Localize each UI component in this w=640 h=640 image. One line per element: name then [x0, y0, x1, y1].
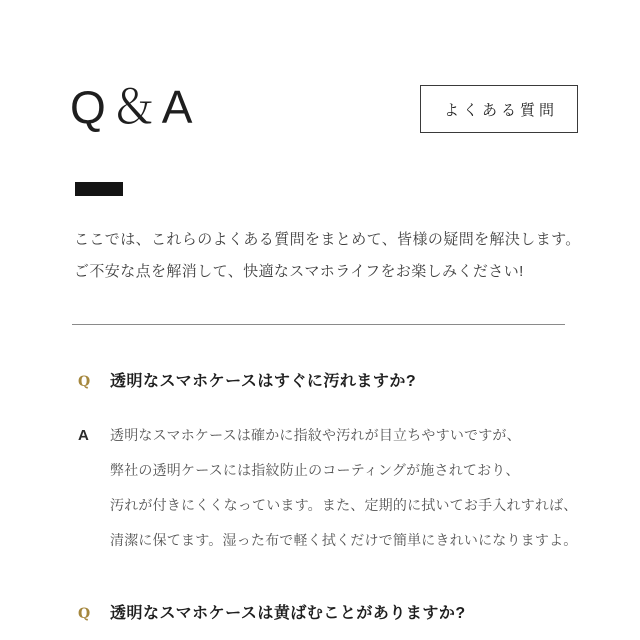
answer-text-1 — [110, 418, 577, 558]
answer-line: 透明なスマホケースは確かに指紋や汚れが目立ちやすいですが、 — [110, 427, 521, 443]
faq-question-2[interactable] — [78, 602, 466, 626]
faq-answer-1 — [78, 418, 577, 558]
q-icon: Q — [78, 606, 91, 622]
answer-line: 清潔に保てます。湿った布で軽く拭くだけで簡単にきれいになりますよ。 — [110, 532, 578, 548]
question-text-1: 透明なスマホケースはすぐに汚れますか? — [110, 373, 417, 390]
intro-line-2: ご不安な点を解消して、快適なスマホライフをお楽しみください! — [74, 263, 524, 280]
section-divider — [72, 324, 565, 325]
answer-line: 汚れが付きにくくなっています。また、定期的に拭いてお手入れすれば、 — [110, 497, 578, 513]
q-icon: Q — [78, 374, 91, 390]
faq-question-1[interactable] — [78, 370, 416, 394]
faq-badge — [420, 85, 578, 133]
a-icon: A — [78, 427, 89, 444]
intro-line-1: ここでは、これらのよくある質問をまとめて、皆様の疑問を解決します。 — [74, 231, 581, 248]
accent-bar — [75, 182, 123, 196]
page-title: Q＆A — [70, 81, 198, 133]
faq-badge-label: よくある質問 — [443, 101, 558, 119]
question-text-2: 透明なスマホケースは黄ばむことがありますか? — [110, 605, 466, 622]
answer-line: 弊社の透明ケースには指紋防止のコーティングが施されており、 — [110, 462, 520, 478]
intro-paragraph — [74, 224, 581, 288]
